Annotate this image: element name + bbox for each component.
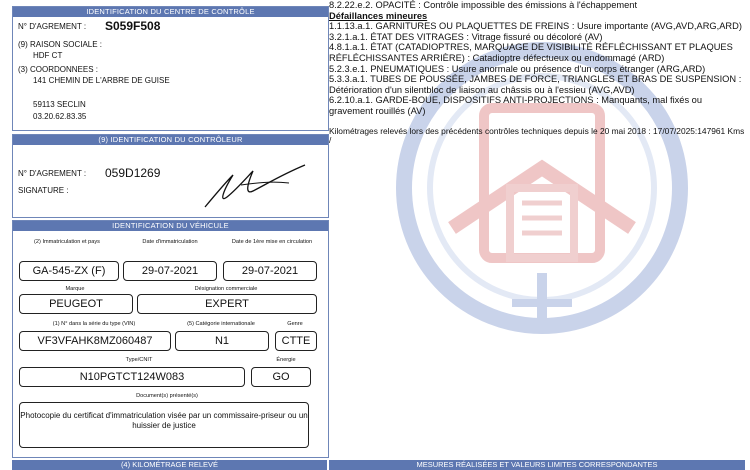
mesures-header: MESURES RÉALISÉES ET VALEURS LIMITES CORRESPONDANTES — [329, 460, 745, 470]
signature-label: SIGNATURE : — [18, 186, 69, 195]
energie-value: GO — [251, 367, 311, 387]
documents-label: Document(s) présenté(s) — [136, 393, 198, 399]
controleur-agrement-label: N° D'AGREMENT : — [18, 169, 87, 178]
genre-value: CTTE — [275, 331, 317, 351]
designation-value: EXPERT — [137, 294, 317, 314]
marque-label: Marque — [65, 286, 85, 292]
address-line-1: 141 CHEMIN DE L'ARBRE DE GUISE — [33, 76, 170, 85]
defects-text — [329, 0, 747, 146]
phone-number: 03.20.62.83.35 — [33, 112, 87, 121]
genre-label: Genre — [287, 321, 303, 327]
date-first-label: Date de 1ère mise en circulation — [231, 239, 313, 245]
date-first-value: 29-07-2021 — [223, 261, 317, 281]
defect-item: 6.2.10.a.1. GARDE-BOUE, DISPOSITIFS ANTI-PROJECTIONS : Manquants, mal fixés ou gravement rouillés (AV) — [329, 95, 703, 116]
kilometrage-note: Kilométrages relevés lors des précédents contrôles techniques depuis le 20 mai 2018 : 17/07/2025:147961 Kms / — [329, 125, 745, 146]
immat-value: GA-545-ZX (F) — [19, 261, 119, 281]
controleur-section — [12, 134, 329, 218]
type-label: Type/CNIT — [125, 357, 153, 363]
vehicule-header: IDENTIFICATION DU VÉHICULE — [13, 221, 328, 231]
vin-label: (1) N° dans la série du type (VIN) — [52, 321, 136, 327]
documents-value: Photocopie du certificat d'immatriculation visée par un commissaire-priseur ou un huissier de justice — [19, 402, 309, 448]
defect-item: 5.3.3.a.1. TUBES DE POUSSÉE, JAMBES DE FORCE, TRIANGLES ET BRAS DE SUSPENSION : Détérioration d'un silentbloc de liaison au châssis ou à l'essieu (AVG,AVD) — [329, 74, 742, 95]
type-value: N10PGTCT124W083 — [19, 367, 245, 387]
raison-sociale-value: HDF CT — [33, 51, 63, 60]
minor-defects-title: Défaillances mineures — [329, 10, 428, 21]
date-immat-value: 29-07-2021 — [123, 261, 217, 281]
signature-scribble-icon — [193, 145, 313, 213]
controleur-agrement-value: 059D1269 — [105, 166, 161, 180]
immat-label: (2) Immatriculation et pays — [34, 239, 100, 245]
vehicule-section — [12, 220, 329, 458]
kilometrage-header: (4) KILOMÉTRAGE RELEVÉ — [12, 460, 327, 470]
centre-section — [12, 6, 329, 131]
opacity-defect: 8.2.22.e.2. OPACITÉ : Contrôle impossible des émissions à l'échappement — [329, 0, 638, 10]
defect-item: 1.1.13.a.1. GARNITURES OU PLAQUETTES DE FREINS : Usure importante (AVG,AVD,ARG,ARD) — [329, 21, 742, 32]
controleur-header: (9) IDENTIFICATION DU CONTRÔLEUR — [13, 135, 328, 145]
categorie-label: (5) Catégorie internationale — [187, 321, 255, 327]
centre-header: IDENTIFICATION DU CENTRE DE CONTRÔLE — [13, 7, 328, 17]
marque-value: PEUGEOT — [19, 294, 133, 314]
energie-label: Énergie — [276, 357, 296, 363]
vin-value: VF3VFAHK8MZ060487 — [19, 331, 171, 351]
defect-item: 4.8.1.a.1. ÉTAT (CATADIOPTRES, MARQUAGE DE VISIBILITÉ RÉFLÉCHISSANT ET PLAQUES RÉFLÉCHISSANTES ARRIÈRE) : Catadioptre défectueux ou endommagé (ARD) — [329, 42, 733, 63]
address-line-2: 59113 SECLIN — [33, 100, 86, 109]
date-immat-label: Date d'immatriculation — [142, 239, 198, 245]
coordonnees-label: (3) COORDONNEES : — [18, 65, 99, 74]
centre-agrement-label: N° D'AGREMENT : — [18, 22, 87, 31]
designation-label: Désignation commerciale — [194, 286, 258, 292]
defect-item: 3.2.1.a.1. ÉTAT DES VITRAGES : Vitrage fissuré ou décoloré (AV) — [329, 31, 603, 42]
defect-item: 5.2.3.e.1. PNEUMATIQUES : Usure anormale ou présence d'un corps étranger (ARG,ARD) — [329, 63, 706, 74]
centre-agrement-value: S059F508 — [105, 19, 161, 33]
categorie-value: N1 — [175, 331, 269, 351]
raison-sociale-label: (9) RAISON SOCIALE : — [18, 40, 103, 49]
